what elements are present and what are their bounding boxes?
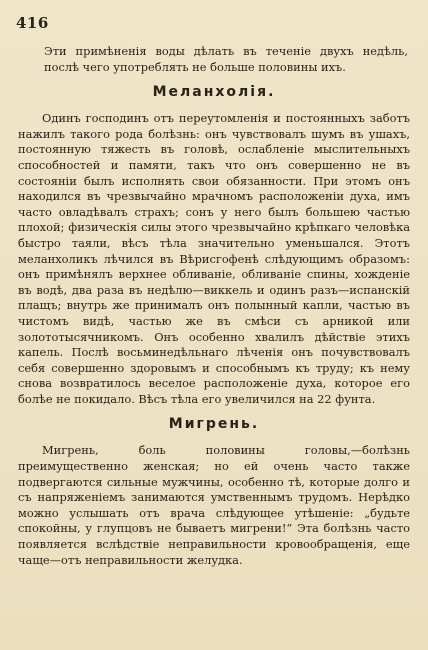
page-number: 416 [16,14,49,32]
section-paragraph-melancholy: Одинъ господинъ отъ переутомленія и постоянныхъ заботъ нажилъ такого рода болѣзнь: онъ чувствовалъ шумъ въ ушахъ, постоянную тяжесть въ головѣ, ослабленіе мыслительныхъ способностей и памяти, такъ что онъ совершенно не въ состояніи былъ исполнять свои обязанности. При этомъ онъ находился въ чрезвычайно мрачномъ расположеніи духа, имъ часто овладѣвалъ страхъ; сонъ у него былъ большею частью плохой; физическія силы этого чрезвычайно крѣпкаго человѣка быстро таяли, вѣсъ тѣла значительно уменьшался. Этотъ меланхоликъ лѣчился въ Вѣрисгофенѣ слѣдующимъ образомъ: онъ примѣнялъ верхнее обливаніе, обливаніе спины, хожденіе въ водѣ, два раза въ недѣлю—виккель и одинъ разъ—испанскій плащъ; внутрь же принималъ онъ полынный капли, частью въ чистомъ видѣ, частью же въ смѣси съ арникой или золототысячникомъ. Онъ особенно хвалилъ дѣйствіе этихъ капель. Послѣ восьминедѣльнаго лѣченія онъ почувствовалъ себя совершенно здоровымъ и способнымъ къ труду; къ нему снова возвратилось веселое расположеніе духа, которое его болѣе не покидало. Вѣсъ тѣла его увеличился на 22 фунта. [18,111,410,406]
section-heading-melancholy: Меланхолія. [152,84,276,101]
intro-paragraph: Эти примѣненія воды дѣлать въ теченіе двухъ недѣль, послѣ чего употреблять не больше половины ихъ. [44,44,408,74]
section-paragraph-migraine: Мигрень, боль половины головы,—болѣзнь преимущественно женская; но ей очень часто также подвергаются сильные мужчины, особенно тѣ, которые долго и съ напряженіемъ занимаются умственнымъ трудомъ. Нерѣдко можно услышать отъ врача слѣдующее утѣшеніе: „будьте спокойны, у глупцовъ не бываетъ мигрени!“ Эта болѣзнь часто появляется вслѣдствіе неправильности кровообращенія, еще чаще—отъ неправильности желудка. [18,443,410,567]
section-migraine [16,415,412,568]
section-heading-migraine: Мигрень. [168,416,260,433]
section-melancholy [16,83,412,407]
